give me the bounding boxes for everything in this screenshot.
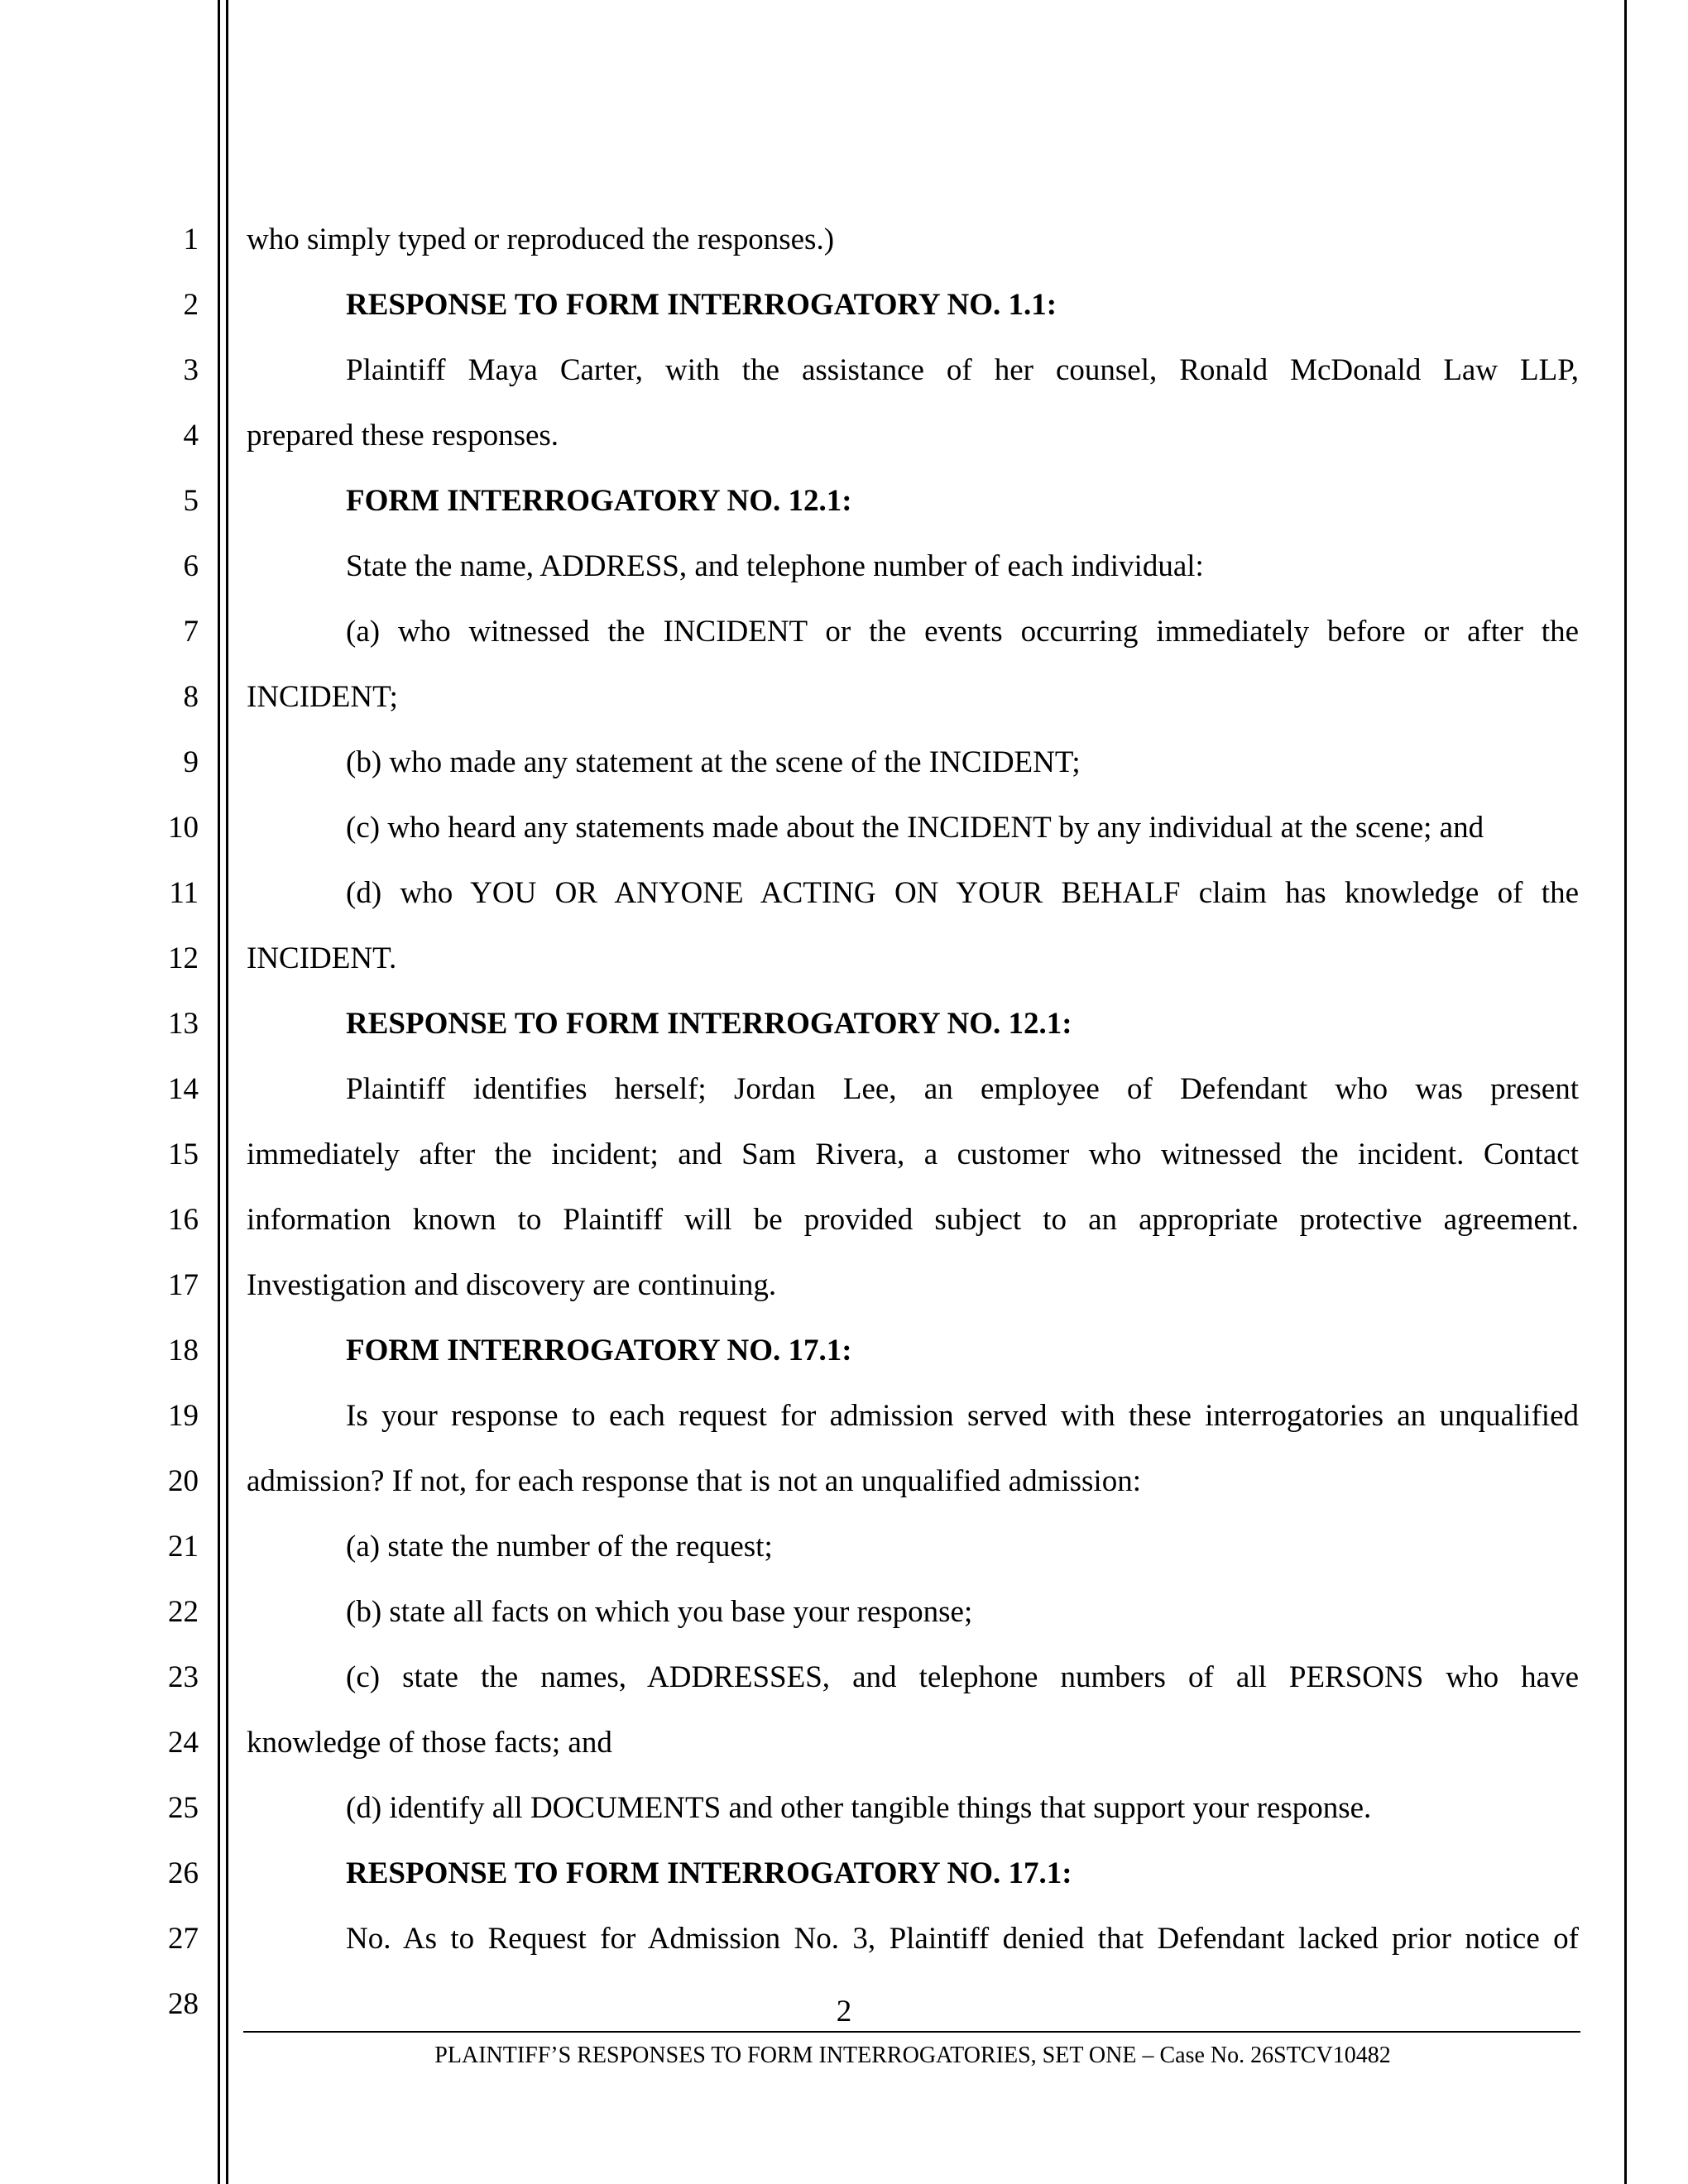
line-number: 16 [168, 1203, 199, 1237]
body-text-line: (a) state the number of the request; [346, 1530, 773, 1564]
body-text-line: (b) state all facts on which you base your response; [346, 1595, 973, 1629]
line-number: 9 [183, 745, 199, 779]
line-number: 7 [183, 615, 199, 649]
section-heading: RESPONSE TO FORM INTERROGATORY NO. 17.1: [346, 1856, 1072, 1890]
page-number: 2 [836, 1995, 852, 2028]
line-number: 26 [168, 1856, 199, 1890]
line-number: 5 [183, 484, 199, 518]
footer-caption: PLAINTIFF’S RESPONSES TO FORM INTERROGATORIES, SET ONE – Case No. 26STCV10482 [434, 2043, 1391, 2068]
body-text-line: who simply typed or reproduced the responses.) [247, 223, 835, 256]
body-text-line: (d) who YOU OR ANYONE ACTING ON YOUR BEHALF claim has knowledge of the [346, 877, 1579, 910]
section-heading: RESPONSE TO FORM INTERROGATORY NO. 1.1: [346, 288, 1057, 322]
line-number: 23 [168, 1660, 199, 1694]
line-number: 8 [183, 680, 199, 714]
body-text-line: INCIDENT; [247, 680, 398, 714]
body-text-line: Investigation and discovery are continuing. [247, 1268, 777, 1302]
body-text-line: (b) who made any statement at the scene of the INCIDENT; [346, 745, 1081, 779]
body-text-line: Is your response to each request for admission served with these interrogatories an unqualified [346, 1400, 1579, 1433]
body-text-line: State the name, ADDRESS, and telephone number of each individual: [346, 549, 1204, 583]
body-text-line: No. As to Request for Admission No. 3, Plaintiff denied that Defendant lacked prior notice of [346, 1923, 1579, 1956]
line-number: 19 [168, 1399, 199, 1433]
line-number: 6 [183, 549, 199, 583]
footer-divider [243, 2031, 1580, 2033]
line-number: 4 [183, 419, 199, 453]
line-number: 22 [168, 1595, 199, 1629]
line-number: 14 [168, 1072, 199, 1106]
line-number: 27 [168, 1922, 199, 1956]
body-text-line: (d) identify all DOCUMENTS and other tangible things that support your response. [346, 1791, 1372, 1825]
body-text-line: INCIDENT. [247, 941, 397, 975]
line-number: 13 [168, 1007, 199, 1041]
line-number: 15 [168, 1138, 199, 1171]
section-heading: FORM INTERROGATORY NO. 12.1: [346, 484, 852, 518]
line-number: 10 [168, 811, 199, 845]
body-text-line: Plaintiff Maya Carter, with the assistance of her counsel, Ronald McDonald Law LLP, [346, 354, 1579, 387]
line-number: 3 [183, 353, 199, 387]
body-text-line: Plaintiff identifies herself; Jordan Lee, an employee of Defendant who was present [346, 1073, 1579, 1106]
line-number: 11 [169, 876, 199, 910]
body-text-line: admission? If not, for each response that is not an unqualified admission: [247, 1464, 1141, 1498]
body-text-line: (c) who heard any statements made about the INCIDENT by any individual at the scene; and [346, 811, 1484, 845]
pleading-left-rule-inner [226, 0, 228, 2184]
body-text-line: prepared these responses. [247, 419, 559, 453]
line-number: 25 [168, 1791, 199, 1825]
pleading-left-rule-outer [218, 0, 220, 2184]
line-number: 17 [168, 1268, 199, 1302]
line-number: 20 [168, 1464, 199, 1498]
line-number: 24 [168, 1726, 199, 1760]
body-text-line: knowledge of those facts; and [247, 1726, 612, 1760]
line-number: 12 [168, 941, 199, 975]
line-number: 28 [168, 1987, 199, 2021]
body-text-line: information known to Plaintiff will be provided subject to an appropriate protective agreement. [247, 1204, 1579, 1237]
body-text-line: (c) state the names, ADDRESSES, and telephone numbers of all PERSONS who have [346, 1661, 1579, 1694]
line-number: 1 [183, 223, 199, 256]
section-heading: FORM INTERROGATORY NO. 17.1: [346, 1334, 852, 1367]
line-number: 21 [168, 1530, 199, 1564]
section-heading: RESPONSE TO FORM INTERROGATORY NO. 12.1: [346, 1007, 1072, 1041]
pleading-right-rule [1624, 0, 1627, 2184]
line-number: 2 [183, 288, 199, 322]
body-text-line: immediately after the incident; and Sam Rivera, a customer who witnessed the incident. Contact [247, 1138, 1579, 1171]
body-text-line: (a) who witnessed the INCIDENT or the events occurring immediately before or after the [346, 615, 1579, 649]
line-number: 18 [168, 1334, 199, 1367]
